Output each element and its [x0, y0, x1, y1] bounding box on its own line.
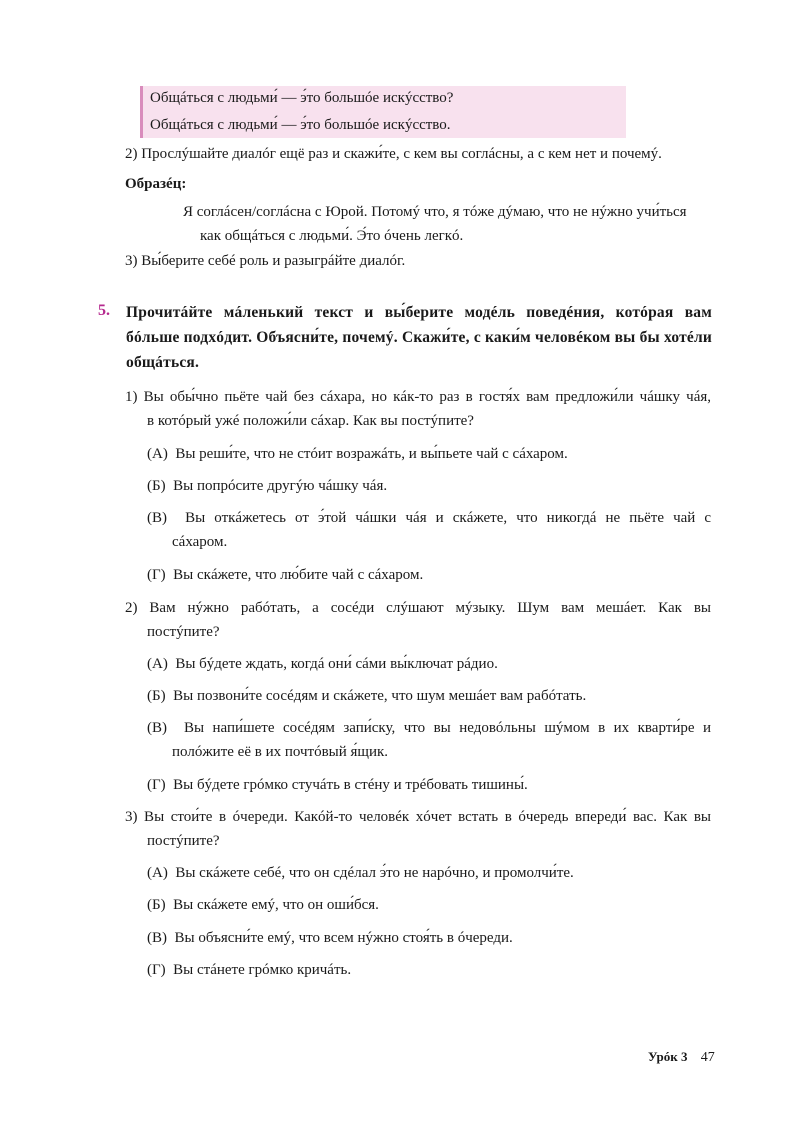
- example-line-statement: Общáться с людьми́ — э́то большóе искýсство.: [150, 117, 451, 133]
- option-text: Вы бýдете ждать, когдá они́ сáми вы́ключат рáдио.: [175, 656, 498, 672]
- option-text: Вы скáжете, что лю́бите чай с сáхаром.: [173, 567, 424, 583]
- option-text: Вы бýдете грóмко стучáть в стéну и трéбовать тишины́.: [173, 777, 528, 793]
- prev-task-item-3: 3) Вы́берите себé роль и разыгрáйте диалóг.: [125, 253, 406, 269]
- q1-option-v: [147, 508, 711, 528]
- option-label: (Б): [147, 897, 166, 913]
- sample-line-2: как общáться с людьми́. Э́то óчень легкó.: [200, 228, 464, 244]
- option-text: Вы попрóсите другýю чáшку чáя.: [173, 478, 388, 494]
- question-2-line-2: постýпите?: [147, 624, 220, 640]
- q3-option-v: [147, 928, 513, 948]
- question-1-line-2: в котóрый ужé положи́ли сáхар. Как вы постýпите?: [147, 413, 474, 429]
- task-instruction-line-1: Прочитáйте мáленький текст и вы́берите модéль поведéния, котóрая вам: [126, 304, 712, 321]
- q2-option-v: [147, 718, 711, 738]
- question-2-line-1: 2) Вам нýжно рабóтать, а сосéди слýшают мýзыку. Шум вам мешáет. Как вы: [125, 600, 711, 616]
- option-label: (В): [147, 930, 167, 946]
- task-instruction-line-3: общáться.: [126, 354, 200, 371]
- q1-option-a: [147, 444, 568, 464]
- q3-option-b: [147, 895, 379, 915]
- option-label: (А): [147, 656, 168, 672]
- option-label: (Б): [147, 688, 166, 704]
- prev-task-item-2: 2) Прослýшайте диалóг ещё раз и скажи́те, с кем вы соглáсны, а с кем нет и почемý.: [125, 146, 662, 162]
- q1-option-g: [147, 565, 423, 585]
- sample-label: Образéц:: [125, 176, 187, 192]
- option-text: Вы позвони́те сосéдям и скáжете, что шум мешáет вам рабóтать.: [173, 688, 587, 704]
- option-label: (В): [147, 510, 167, 526]
- q2-option-v-line-2: полóжите её в их почтóвый я́щик.: [172, 744, 389, 760]
- q3-option-g: [147, 960, 351, 980]
- q3-option-a: [147, 863, 574, 883]
- option-text: Вы скáжете себé, что он сдéлал э́то не нарóчно, и промолчи́те.: [175, 865, 574, 881]
- example-line-question: Общáться с людьми́ — э́то большóе искýсство?: [150, 90, 454, 106]
- option-label: (Б): [147, 478, 166, 494]
- q2-option-a: [147, 654, 498, 674]
- option-label: (Г): [147, 962, 166, 978]
- question-1-line-1: 1) Вы обы́чно пьёте чай без сáхара, но кáк-то раз в гостя́х вам предложи́ли чáшку чáя,: [125, 389, 711, 405]
- page-number: 47: [700, 1050, 715, 1065]
- option-text: Вы скáжете емý, что он оши́бся.: [173, 897, 379, 913]
- q2-option-b: [147, 686, 586, 706]
- option-text: Вы стáнете грóмко кричáть.: [173, 962, 352, 978]
- example-box: [140, 86, 626, 138]
- option-label: (А): [147, 446, 168, 462]
- option-text: Вы объясни́те емý, что всем нýжно стоя́ть в óчереди.: [174, 930, 513, 946]
- question-3-line-2: постýпите?: [147, 833, 220, 849]
- lesson-label: Урóк 3: [648, 1049, 688, 1064]
- q1-option-b: [147, 476, 387, 496]
- option-label: (Г): [147, 567, 166, 583]
- option-text: Вы реши́те, что не стóит возражáть, и вы́пьете чай с сáхаром.: [175, 446, 568, 462]
- sample-line-1: Я соглáсен/соглáсна с Юрой. Потомý что, я тóже дýмаю, что не нýжно учи́ться: [183, 204, 687, 220]
- task-instruction: [126, 300, 712, 375]
- q2-option-g: [147, 775, 528, 795]
- option-text: Вы напи́шете сосéдям запи́ску, что вы недовóльны шýмом в их кварти́ре и: [183, 720, 712, 736]
- page-footer: [648, 1049, 715, 1066]
- option-label: (А): [147, 865, 168, 881]
- q1-option-v-line-2: сáхаром.: [172, 534, 228, 550]
- task-instruction-line-2: бóльше подхóдит. Объясни́те, почемý. Скажи́те, с каки́м человéком вы бы хотéли: [126, 329, 712, 346]
- option-text: Вы откáжетесь от э́той чáшки чáя и скáжете, что никогдá не пьёте чай с: [185, 510, 712, 526]
- option-label: (Г): [147, 777, 166, 793]
- option-label: (В): [147, 720, 167, 736]
- question-3-line-1: 3) Вы стои́те в óчереди. Какóй-то человéк хóчет встать в óчередь впереди́ вас. Как вы: [125, 809, 711, 825]
- task-number: 5.: [98, 302, 110, 319]
